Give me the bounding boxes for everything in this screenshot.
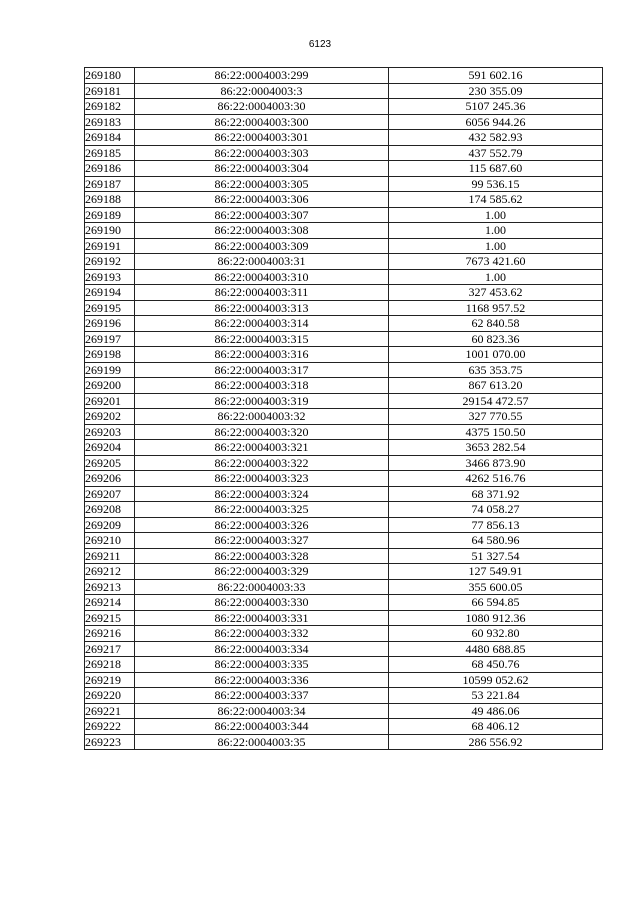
cadastral-number-cell: 86:22:0004003:344 <box>135 719 389 735</box>
table-row <box>85 114 603 130</box>
row-number-cell: 269195 <box>85 300 135 316</box>
row-number-cell: 269188 <box>85 192 135 208</box>
table-row <box>85 641 603 657</box>
row-number-cell: 269184 <box>85 130 135 146</box>
table-row <box>85 331 603 347</box>
table-row <box>85 440 603 456</box>
cadastral-value-table <box>84 67 603 750</box>
cadastral-value-cell: 29154 472.57 <box>389 393 603 409</box>
cadastral-value-cell: 68 406.12 <box>389 719 603 735</box>
row-number-cell: 269203 <box>85 424 135 440</box>
table-row <box>85 657 603 673</box>
cadastral-number-cell: 86:22:0004003:321 <box>135 440 389 456</box>
cadastral-number-cell: 86:22:0004003:35 <box>135 734 389 750</box>
table-row <box>85 68 603 84</box>
cadastral-value-cell: 60 932.80 <box>389 626 603 642</box>
cadastral-number-cell: 86:22:0004003:305 <box>135 176 389 192</box>
cadastral-number-cell: 86:22:0004003:306 <box>135 192 389 208</box>
cadastral-value-cell: 432 582.93 <box>389 130 603 146</box>
row-number-cell: 269215 <box>85 610 135 626</box>
row-number-cell: 269207 <box>85 486 135 502</box>
row-number-cell: 269200 <box>85 378 135 394</box>
cadastral-value-cell: 867 613.20 <box>389 378 603 394</box>
cadastral-number-cell: 86:22:0004003:316 <box>135 347 389 363</box>
table-row <box>85 409 603 425</box>
cadastral-value-cell: 53 221.84 <box>389 688 603 704</box>
cadastral-value-cell: 1168 957.52 <box>389 300 603 316</box>
row-number-cell: 269208 <box>85 502 135 518</box>
row-number-cell: 269201 <box>85 393 135 409</box>
row-number-cell: 269193 <box>85 269 135 285</box>
cadastral-value-cell: 327 453.62 <box>389 285 603 301</box>
table-row <box>85 238 603 254</box>
row-number-cell: 269190 <box>85 223 135 239</box>
cadastral-value-cell: 99 536.15 <box>389 176 603 192</box>
cadastral-number-cell: 86:22:0004003:320 <box>135 424 389 440</box>
table-row <box>85 734 603 750</box>
cadastral-value-cell: 49 486.06 <box>389 703 603 719</box>
cadastral-value-cell: 4480 688.85 <box>389 641 603 657</box>
cadastral-number-cell: 86:22:0004003:299 <box>135 68 389 84</box>
cadastral-number-cell: 86:22:0004003:311 <box>135 285 389 301</box>
cadastral-number-cell: 86:22:0004003:336 <box>135 672 389 688</box>
row-number-cell: 269191 <box>85 238 135 254</box>
row-number-cell: 269221 <box>85 703 135 719</box>
table-row <box>85 610 603 626</box>
cadastral-number-cell: 86:22:0004003:323 <box>135 471 389 487</box>
row-number-cell: 269199 <box>85 362 135 378</box>
table-row <box>85 579 603 595</box>
cadastral-value-cell: 1.00 <box>389 223 603 239</box>
cadastral-number-cell: 86:22:0004003:30 <box>135 99 389 115</box>
row-number-cell: 269198 <box>85 347 135 363</box>
cadastral-value-cell: 230 355.09 <box>389 83 603 99</box>
row-number-cell: 269187 <box>85 176 135 192</box>
row-number-cell: 269219 <box>85 672 135 688</box>
row-number-cell: 269223 <box>85 734 135 750</box>
row-number-cell: 269197 <box>85 331 135 347</box>
cadastral-number-cell: 86:22:0004003:301 <box>135 130 389 146</box>
table-row <box>85 378 603 394</box>
table-row <box>85 83 603 99</box>
cadastral-number-cell: 86:22:0004003:310 <box>135 269 389 285</box>
row-number-cell: 269211 <box>85 548 135 564</box>
row-number-cell: 269209 <box>85 517 135 533</box>
table-row <box>85 316 603 332</box>
table-row <box>85 300 603 316</box>
table-row <box>85 347 603 363</box>
cadastral-number-cell: 86:22:0004003:332 <box>135 626 389 642</box>
cadastral-value-cell: 437 552.79 <box>389 145 603 161</box>
row-number-cell: 269186 <box>85 161 135 177</box>
table-row <box>85 471 603 487</box>
table-row <box>85 269 603 285</box>
row-number-cell: 269212 <box>85 564 135 580</box>
table-row <box>85 703 603 719</box>
cadastral-value-cell: 1.00 <box>389 269 603 285</box>
cadastral-number-cell: 86:22:0004003:31 <box>135 254 389 270</box>
cadastral-value-cell: 51 327.54 <box>389 548 603 564</box>
table-row <box>85 548 603 564</box>
table-row <box>85 502 603 518</box>
table-row <box>85 362 603 378</box>
table-row <box>85 176 603 192</box>
cadastral-value-cell: 174 585.62 <box>389 192 603 208</box>
cadastral-number-cell: 86:22:0004003:329 <box>135 564 389 580</box>
row-number-cell: 269222 <box>85 719 135 735</box>
row-number-cell: 269189 <box>85 207 135 223</box>
cadastral-number-cell: 86:22:0004003:324 <box>135 486 389 502</box>
table-row <box>85 207 603 223</box>
row-number-cell: 269206 <box>85 471 135 487</box>
table-row <box>85 145 603 161</box>
cadastral-value-cell: 68 371.92 <box>389 486 603 502</box>
cadastral-value-cell: 327 770.55 <box>389 409 603 425</box>
row-number-cell: 269192 <box>85 254 135 270</box>
cadastral-number-cell: 86:22:0004003:317 <box>135 362 389 378</box>
table-row <box>85 130 603 146</box>
table-row <box>85 192 603 208</box>
row-number-cell: 269210 <box>85 533 135 549</box>
table-body <box>85 68 603 750</box>
cadastral-number-cell: 86:22:0004003:319 <box>135 393 389 409</box>
table-row <box>85 595 603 611</box>
cadastral-number-cell: 86:22:0004003:314 <box>135 316 389 332</box>
cadastral-value-cell: 1080 912.36 <box>389 610 603 626</box>
cadastral-value-cell: 6056 944.26 <box>389 114 603 130</box>
cadastral-number-cell: 86:22:0004003:33 <box>135 579 389 595</box>
table-row <box>85 424 603 440</box>
cadastral-value-cell: 4262 516.76 <box>389 471 603 487</box>
cadastral-value-cell: 5107 245.36 <box>389 99 603 115</box>
cadastral-value-cell: 10599 052.62 <box>389 672 603 688</box>
cadastral-value-cell: 1.00 <box>389 207 603 223</box>
row-number-cell: 269185 <box>85 145 135 161</box>
cadastral-value-cell: 635 353.75 <box>389 362 603 378</box>
row-number-cell: 269183 <box>85 114 135 130</box>
cadastral-number-cell: 86:22:0004003:334 <box>135 641 389 657</box>
table-row <box>85 161 603 177</box>
cadastral-number-cell: 86:22:0004003:3 <box>135 83 389 99</box>
cadastral-value-cell: 286 556.92 <box>389 734 603 750</box>
cadastral-value-cell: 7673 421.60 <box>389 254 603 270</box>
cadastral-value-cell: 3466 873.90 <box>389 455 603 471</box>
row-number-cell: 269213 <box>85 579 135 595</box>
row-number-cell: 269205 <box>85 455 135 471</box>
cadastral-value-cell: 127 549.91 <box>389 564 603 580</box>
cadastral-value-cell: 591 602.16 <box>389 68 603 84</box>
cadastral-number-cell: 86:22:0004003:325 <box>135 502 389 518</box>
cadastral-value-cell: 68 450.76 <box>389 657 603 673</box>
table-row <box>85 393 603 409</box>
table-row <box>85 285 603 301</box>
cadastral-value-cell: 62 840.58 <box>389 316 603 332</box>
table-row <box>85 564 603 580</box>
page-number: 6123 <box>308 39 332 50</box>
row-number-cell: 269180 <box>85 68 135 84</box>
table-row <box>85 99 603 115</box>
table-row <box>85 672 603 688</box>
cadastral-number-cell: 86:22:0004003:326 <box>135 517 389 533</box>
table-row <box>85 455 603 471</box>
cadastral-number-cell: 86:22:0004003:327 <box>135 533 389 549</box>
row-number-cell: 269196 <box>85 316 135 332</box>
cadastral-number-cell: 86:22:0004003:34 <box>135 703 389 719</box>
table-row <box>85 688 603 704</box>
table-row <box>85 626 603 642</box>
table-row <box>85 486 603 502</box>
row-number-cell: 269194 <box>85 285 135 301</box>
cadastral-value-cell: 60 823.36 <box>389 331 603 347</box>
cadastral-value-cell: 77 856.13 <box>389 517 603 533</box>
cadastral-number-cell: 86:22:0004003:337 <box>135 688 389 704</box>
row-number-cell: 269214 <box>85 595 135 611</box>
cadastral-value-cell: 64 580.96 <box>389 533 603 549</box>
row-number-cell: 269182 <box>85 99 135 115</box>
cadastral-number-cell: 86:22:0004003:330 <box>135 595 389 611</box>
cadastral-value-cell: 115 687.60 <box>389 161 603 177</box>
table-row <box>85 223 603 239</box>
table-row <box>85 533 603 549</box>
row-number-cell: 269217 <box>85 641 135 657</box>
cadastral-value-cell: 4375 150.50 <box>389 424 603 440</box>
cadastral-value-cell: 74 058.27 <box>389 502 603 518</box>
cadastral-value-cell: 3653 282.54 <box>389 440 603 456</box>
cadastral-number-cell: 86:22:0004003:315 <box>135 331 389 347</box>
cadastral-value-cell: 1.00 <box>389 238 603 254</box>
table-row <box>85 719 603 735</box>
table-row <box>85 254 603 270</box>
cadastral-number-cell: 86:22:0004003:335 <box>135 657 389 673</box>
cadastral-number-cell: 86:22:0004003:307 <box>135 207 389 223</box>
cadastral-number-cell: 86:22:0004003:309 <box>135 238 389 254</box>
cadastral-number-cell: 86:22:0004003:308 <box>135 223 389 239</box>
cadastral-value-cell: 355 600.05 <box>389 579 603 595</box>
cadastral-number-cell: 86:22:0004003:304 <box>135 161 389 177</box>
cadastral-number-cell: 86:22:0004003:328 <box>135 548 389 564</box>
cadastral-number-cell: 86:22:0004003:300 <box>135 114 389 130</box>
cadastral-value-cell: 1001 070.00 <box>389 347 603 363</box>
cadastral-number-cell: 86:22:0004003:313 <box>135 300 389 316</box>
cadastral-number-cell: 86:22:0004003:32 <box>135 409 389 425</box>
cadastral-number-cell: 86:22:0004003:322 <box>135 455 389 471</box>
cadastral-number-cell: 86:22:0004003:318 <box>135 378 389 394</box>
row-number-cell: 269216 <box>85 626 135 642</box>
cadastral-number-cell: 86:22:0004003:331 <box>135 610 389 626</box>
row-number-cell: 269181 <box>85 83 135 99</box>
cadastral-number-cell: 86:22:0004003:303 <box>135 145 389 161</box>
cadastral-value-cell: 66 594.85 <box>389 595 603 611</box>
row-number-cell: 269202 <box>85 409 135 425</box>
row-number-cell: 269220 <box>85 688 135 704</box>
table-row <box>85 517 603 533</box>
row-number-cell: 269218 <box>85 657 135 673</box>
row-number-cell: 269204 <box>85 440 135 456</box>
